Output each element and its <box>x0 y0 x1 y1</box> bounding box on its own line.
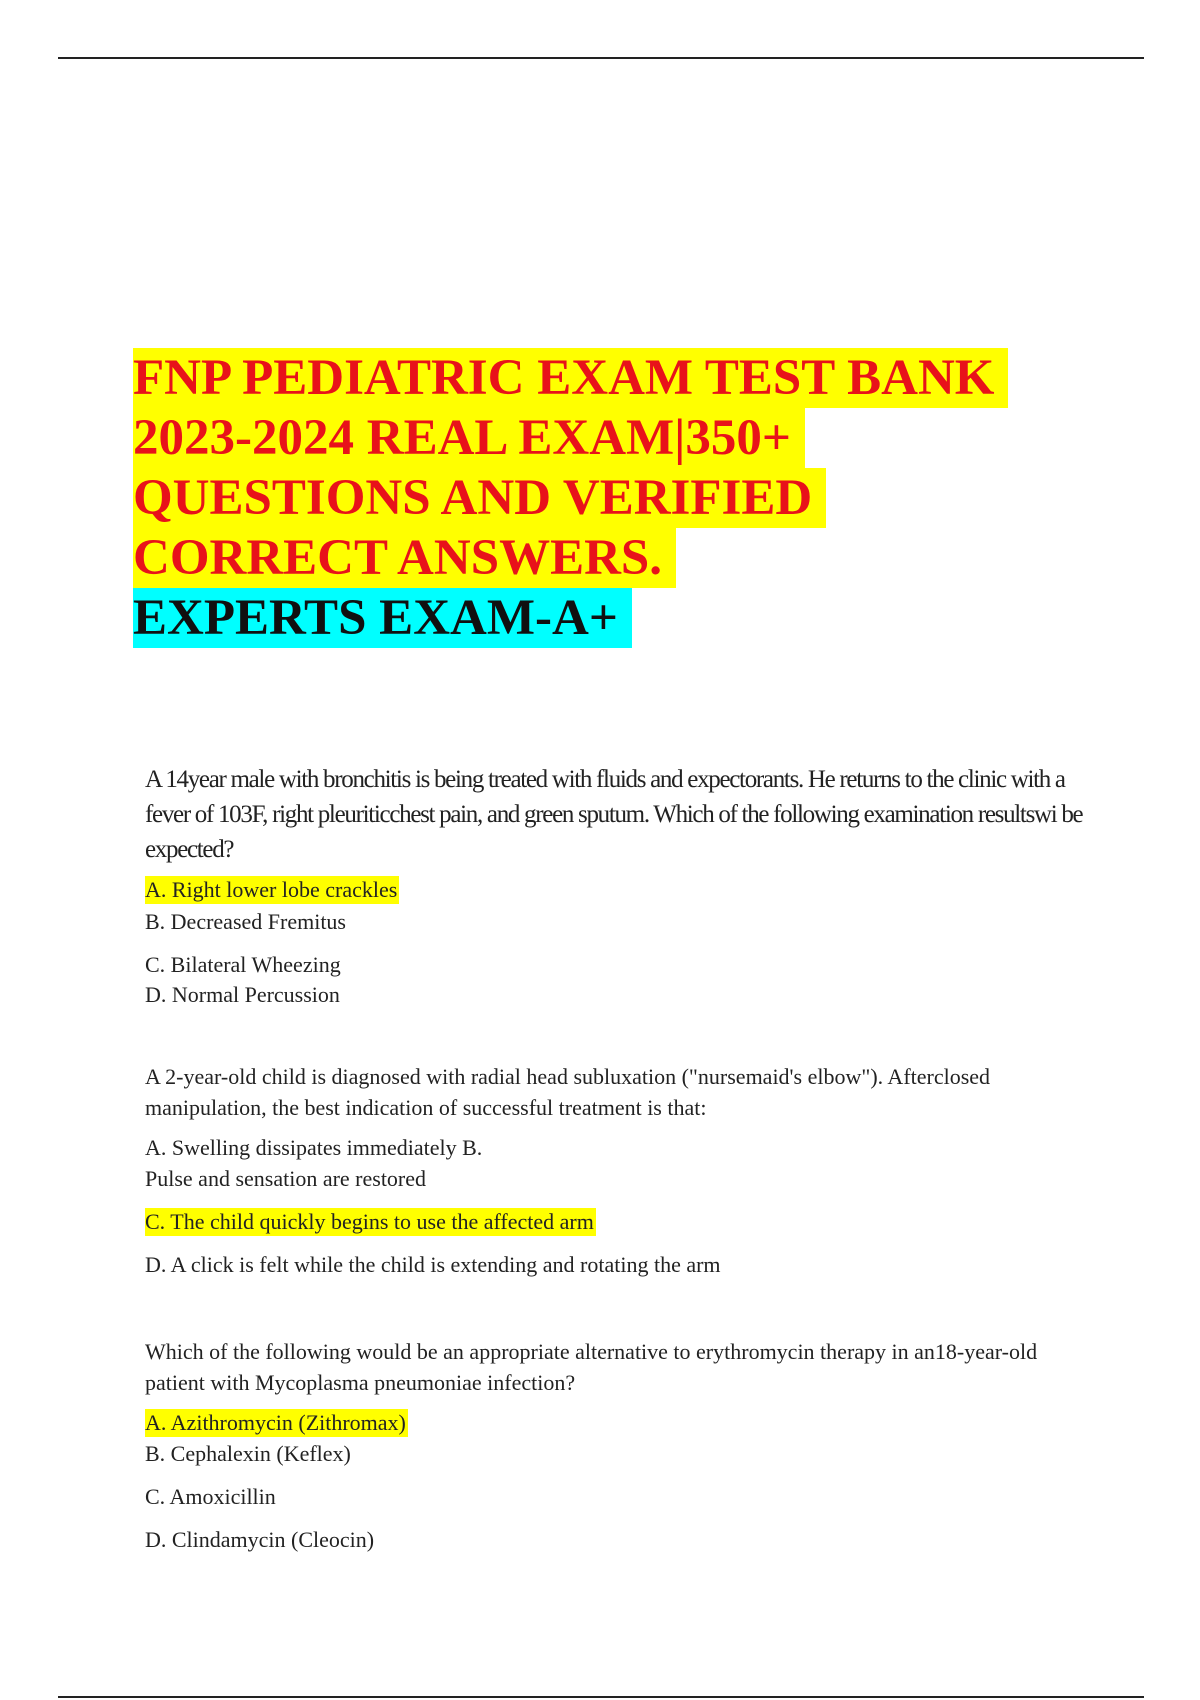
question-1 <box>145 762 1095 867</box>
document-subtitle: EXPERTS EXAM-A+ <box>133 588 632 648</box>
question-3-option-c: C. Amoxicillin <box>145 1484 276 1509</box>
question-1-option-d: D. Normal Percussion <box>145 982 340 1007</box>
question-2-option-a: A. Swelling dissipates immediately B. <box>145 1135 483 1160</box>
bottom-rule <box>58 1696 1144 1698</box>
question-3-option-b: B. Cephalexin (Keflex) <box>145 1441 351 1466</box>
title-line-4: CORRECT ANSWERS. <box>133 528 676 588</box>
document-title <box>133 348 1093 648</box>
question-2-option-d: D. A click is felt while the child is extending and rotating the arm <box>145 1252 721 1277</box>
question-1-text: A 14year male with bronchitis is being treated with fluids and expectorants. He returns to the clinic with a fever of 103F, right pleuriticchest pain, and green sputum. Which of the following examination resultswi be expected? <box>145 766 1083 863</box>
question-3-option-a: A. Azithromycin (Zithromax) <box>145 1410 406 1435</box>
question-2 <box>145 1061 1095 1123</box>
question-1-option-a: A. Right lower lobe crackles <box>145 877 398 902</box>
question-2-option-b: Pulse and sensation are restored <box>145 1166 427 1191</box>
title-line-3: QUESTIONS AND VERIFIED <box>133 468 826 528</box>
question-1-option-c: C. Bilateral Wheezing <box>145 952 341 977</box>
title-line-2: 2023-2024 REAL EXAM|350+ <box>133 408 805 468</box>
title-line-1: FNP PEDIATRIC EXAM TEST BANK <box>133 348 1008 408</box>
question-2-option-c: C. The child quickly begins to use the affected arm <box>145 1209 594 1234</box>
question-2-text: A 2-year-old child is diagnosed with radial head subluxation ("nursemaid's elbow"). Afterclosed manipulation, the best indication of successful treatment is that: <box>145 1064 991 1120</box>
question-1-option-b: B. Decreased Fremitus <box>145 909 346 934</box>
question-3-text: Which of the following would be an appropriate alternative to erythromycin therapy in an18-year-old patient with Mycoplasma pneumoniae infection? <box>145 1339 1038 1395</box>
question-3-option-d: D. Clindamycin (Cleocin) <box>145 1527 375 1552</box>
question-3 <box>145 1336 1095 1398</box>
top-rule <box>58 57 1144 59</box>
